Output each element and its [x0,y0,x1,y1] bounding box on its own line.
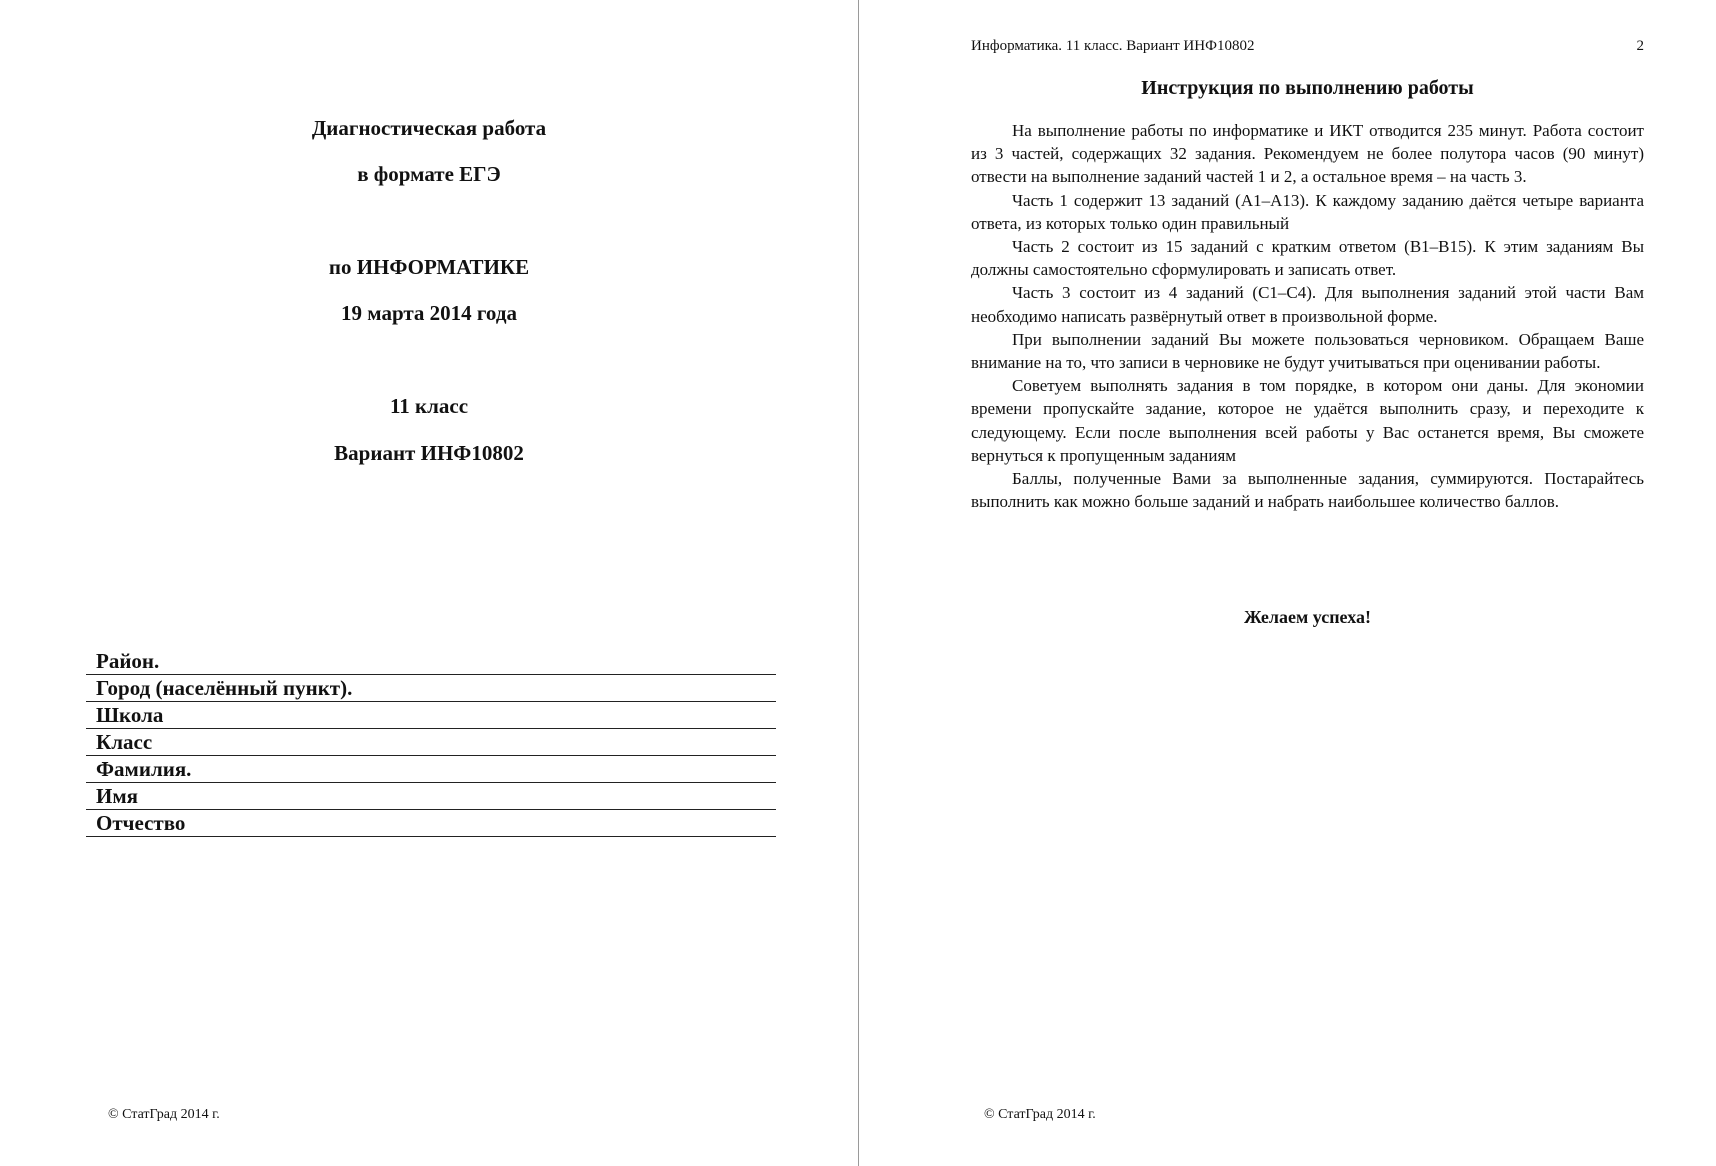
form-field-surname[interactable]: Фамилия. [86,756,776,783]
title-line-2: в формате ЕГЭ [357,162,501,186]
copyright-footer-right: © СтатГрад 2014 г. [984,1107,1096,1122]
form-field-district[interactable]: Район. [86,648,776,675]
instruction-paragraph: Часть 1 содержит 13 заданий (А1–А13). К каждому заданию даётся четыре варианта ответа, из которых только один правильный [971,190,1644,233]
exam-date: 19 марта 2014 года [341,301,517,325]
copyright-footer-left: © СтатГрад 2014 г. [108,1107,220,1122]
instruction-paragraph: Часть 2 состоит из 15 заданий с кратким ответом (В1–В15). К этим заданиям Вы должны самостоятельно сформулировать и записать ответ. [971,237,1644,280]
form-field-school[interactable]: Школа [86,702,776,729]
instruction-paragraph: При выполнении заданий Вы можете пользоваться черновиком. Обращаем Ваше внимание на то, что записи в черновике не будут учитываться при оценивании работы. [971,329,1644,373]
variant-title: Вариант ИНФ10802 [334,441,524,465]
instruction-paragraph: Часть 3 состоит из 4 заданий (С1–С4). Для выполнения заданий этой части Вам необходимо написать развёрнутый ответ в произвольной форме. [971,283,1644,326]
subject-title: по ИНФОРМАТИКЕ [328,255,530,279]
title-line-1: Диагностическая работа [311,116,547,140]
instruction-paragraph: Баллы, полученные Вами за выполненные задания, суммируются. Постарайтесь выполнить как можно больше заданий и набрать наибольшее количество баллов. [971,469,1644,512]
instruction-paragraph: Советуем выполнять задания в том порядке, в котором они даны. Для экономии времени пропускайте задание, которое не удаётся выполнить сразу, и переходите к следующему. Если после выполнения всей работы у Вас останется время, Вы сможете вернуться к пропущенным заданиям [971,376,1644,465]
form-field-patronymic[interactable]: Отчество [86,810,776,837]
closing-wish: Желаем успеха! [1244,607,1371,627]
form-field-class[interactable]: Класс [86,729,776,756]
page-number: 2 [1636,38,1644,54]
student-info-form [86,648,776,837]
form-field-city[interactable]: Город (населённый пункт). [86,675,776,702]
instruction-paragraph: На выполнение работы по информатике и ИКТ отводится 235 минут. Работа состоит из 3 частей, содержащих 32 задания. Рекомендуем не более полутора часов (90 минут) отвести на выполнение заданий частей 1 и 2, а остальное время – на часть 3. [971,121,1644,187]
instructions-title: Инструкция по выполнению работы [1141,77,1474,99]
grade-title: 11 класс [389,394,469,418]
instructions-body [971,119,1644,513]
page-divider [858,0,859,1166]
instructions-page [860,0,1716,1166]
form-field-name[interactable]: Имя [86,783,776,810]
running-head-title: Информатика. 11 класс. Вариант ИНФ10802 [971,38,1255,54]
running-head [971,36,1644,56]
